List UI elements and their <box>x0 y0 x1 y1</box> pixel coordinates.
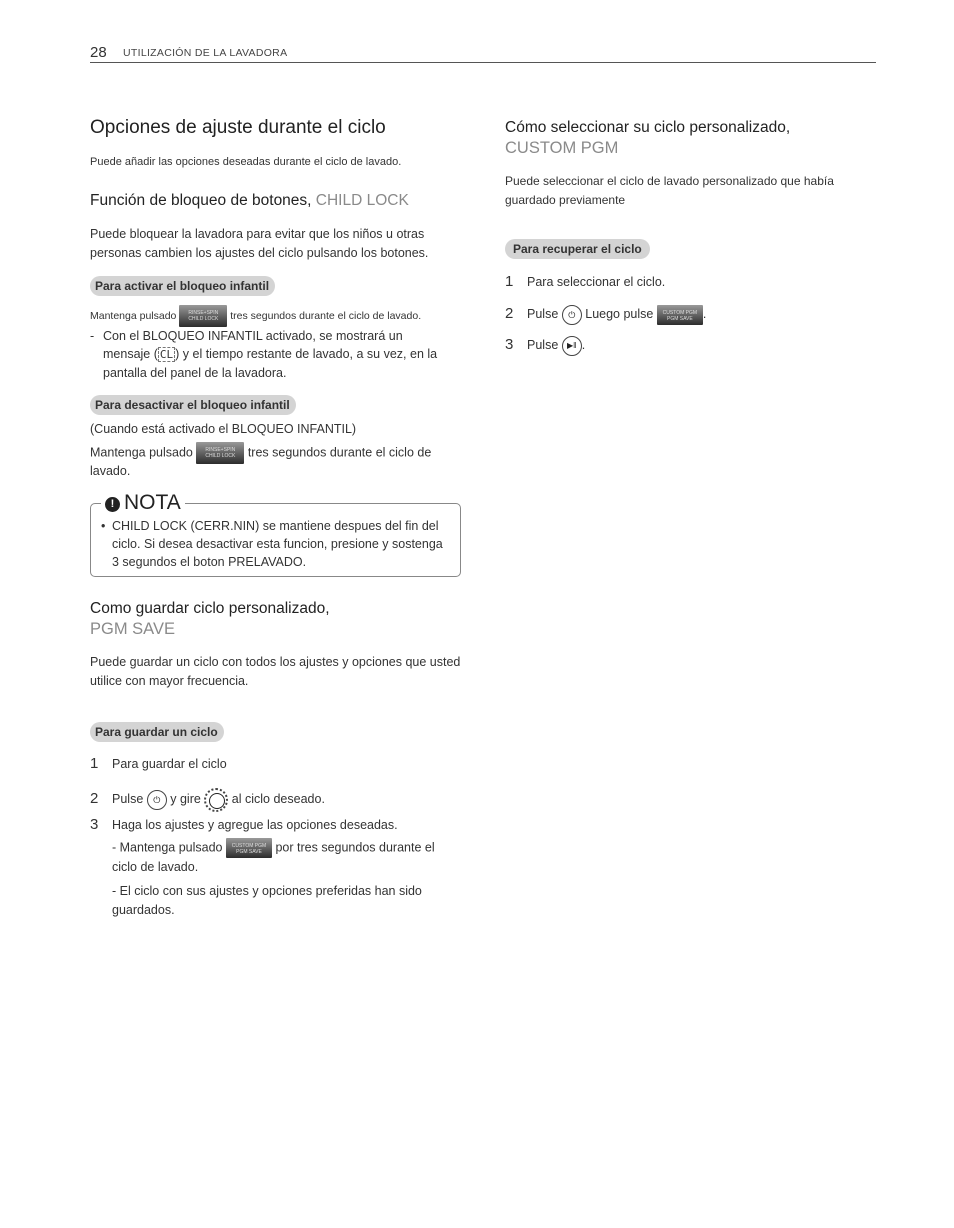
child-lock-bullet: - Con el BLOQUEO INFANTIL activado, se mostrará un mensaje ( CL ) y el tiempo restante de lavado, a su vez, en la pantalla del panel de la lavadora. <box>90 329 438 380</box>
child-lock-heading: Función de bloqueo de botones, CHILD LOCK <box>90 192 409 209</box>
rinse-spin-button: RINSE+SPIN CHILD LOCK <box>196 442 244 464</box>
rinse-spin-button: RINSE+SPIN CHILD LOCK <box>179 305 227 327</box>
deactivate-instruction: Mantenga pulsado RINSE+SPIN CHILD LOCK tres segundos durante el ciclo de <box>90 442 462 464</box>
save-sub-1: - Mantenga pulsado CUSTOM PGM PGM SAVE por tres segundos durante el <box>112 838 462 858</box>
recover-cycle-pill: Para recuperar el ciclo <box>505 239 650 259</box>
recover-step-2: 2 Pulse ⏻ Luego pulse CUSTOM PGM PGM SAVE . <box>505 303 706 325</box>
save-cycle-pill: Para guardar un ciclo <box>90 722 224 742</box>
dial-icon <box>204 788 228 812</box>
page-title: Opciones de ajuste durante el ciclo <box>90 117 386 138</box>
power-icon: ⏻ <box>562 305 582 325</box>
activate-instruction: Mantenga pulsado RINSE+SPIN CHILD LOCK tres segundos durante el ciclo de lavado. <box>90 305 462 327</box>
save-step-3: 3 Haga los ajustes y agregue las opciones deseadas. <box>90 816 398 833</box>
deactivate-pill: Para desactivar el bloqueo infantil <box>90 395 296 415</box>
custom-pgm-button: CUSTOM PGM PGM SAVE <box>226 838 272 858</box>
save-step-1: 1 Para guardar el ciclo <box>90 755 227 772</box>
custom-pgm-heading: Cómo seleccionar su ciclo personalizado, CUSTOM PGM <box>505 119 791 157</box>
start-pause-icon: ▶‖ <box>562 336 582 356</box>
section-title: UTILIZACIÓN DE LA LAVADORA <box>123 47 288 59</box>
page-number: 28 <box>90 44 107 61</box>
page-header <box>90 44 876 63</box>
save-sub-1-end: ciclo de lavado. <box>112 860 199 874</box>
activate-pill: Para activar el bloqueo infantil <box>90 276 275 296</box>
nota-heading: ! NOTA <box>101 491 185 515</box>
nota-text: • CHILD LOCK (CERR.NIN) se mantiene despues del fin del ciclo. Si desea desactivar esta funcion, presione y sostenga 3 segundos el boton PRELAVADO. <box>101 519 443 569</box>
power-icon: ⏻ <box>147 790 167 810</box>
pgm-save-heading: Como guardar ciclo personalizado, PGM SAVE <box>90 600 330 638</box>
pgm-save-desc: Puede guardar un ciclo con todos los ajustes y opciones que usted utilice con mayor frecuencia. <box>90 655 461 688</box>
recover-step-1: 1 Para seleccionar el ciclo. <box>505 273 666 290</box>
deactivate-note: (Cuando está activado el BLOQUEO INFANTIL) <box>90 422 357 436</box>
custom-pgm-desc: Puede seleccionar el ciclo de lavado personalizado que había guardado previamente <box>505 174 834 207</box>
deactivate-end: lavado. <box>90 464 131 478</box>
recover-step-3: 3 Pulse ▶‖ . <box>505 334 585 356</box>
child-lock-desc: Puede bloquear la lavadora para evitar que los niños u otras personas cambien los ajustes del ciclo pulsando los botones. <box>90 227 429 260</box>
exclamation-icon: ! <box>105 497 120 512</box>
save-sub-2: - El ciclo con sus ajustes y opciones preferidas han sido guardados. <box>112 884 422 917</box>
custom-pgm-button: CUSTOM PGM PGM SAVE <box>657 305 703 325</box>
intro-text: Puede añadir las opciones deseadas durante el ciclo de lavado. <box>90 156 402 168</box>
save-step-2: 2 Pulse ⏻ y gire al ciclo deseado. <box>90 787 325 812</box>
cl-display-symbol: CL <box>159 348 174 361</box>
nota-box <box>90 491 461 577</box>
